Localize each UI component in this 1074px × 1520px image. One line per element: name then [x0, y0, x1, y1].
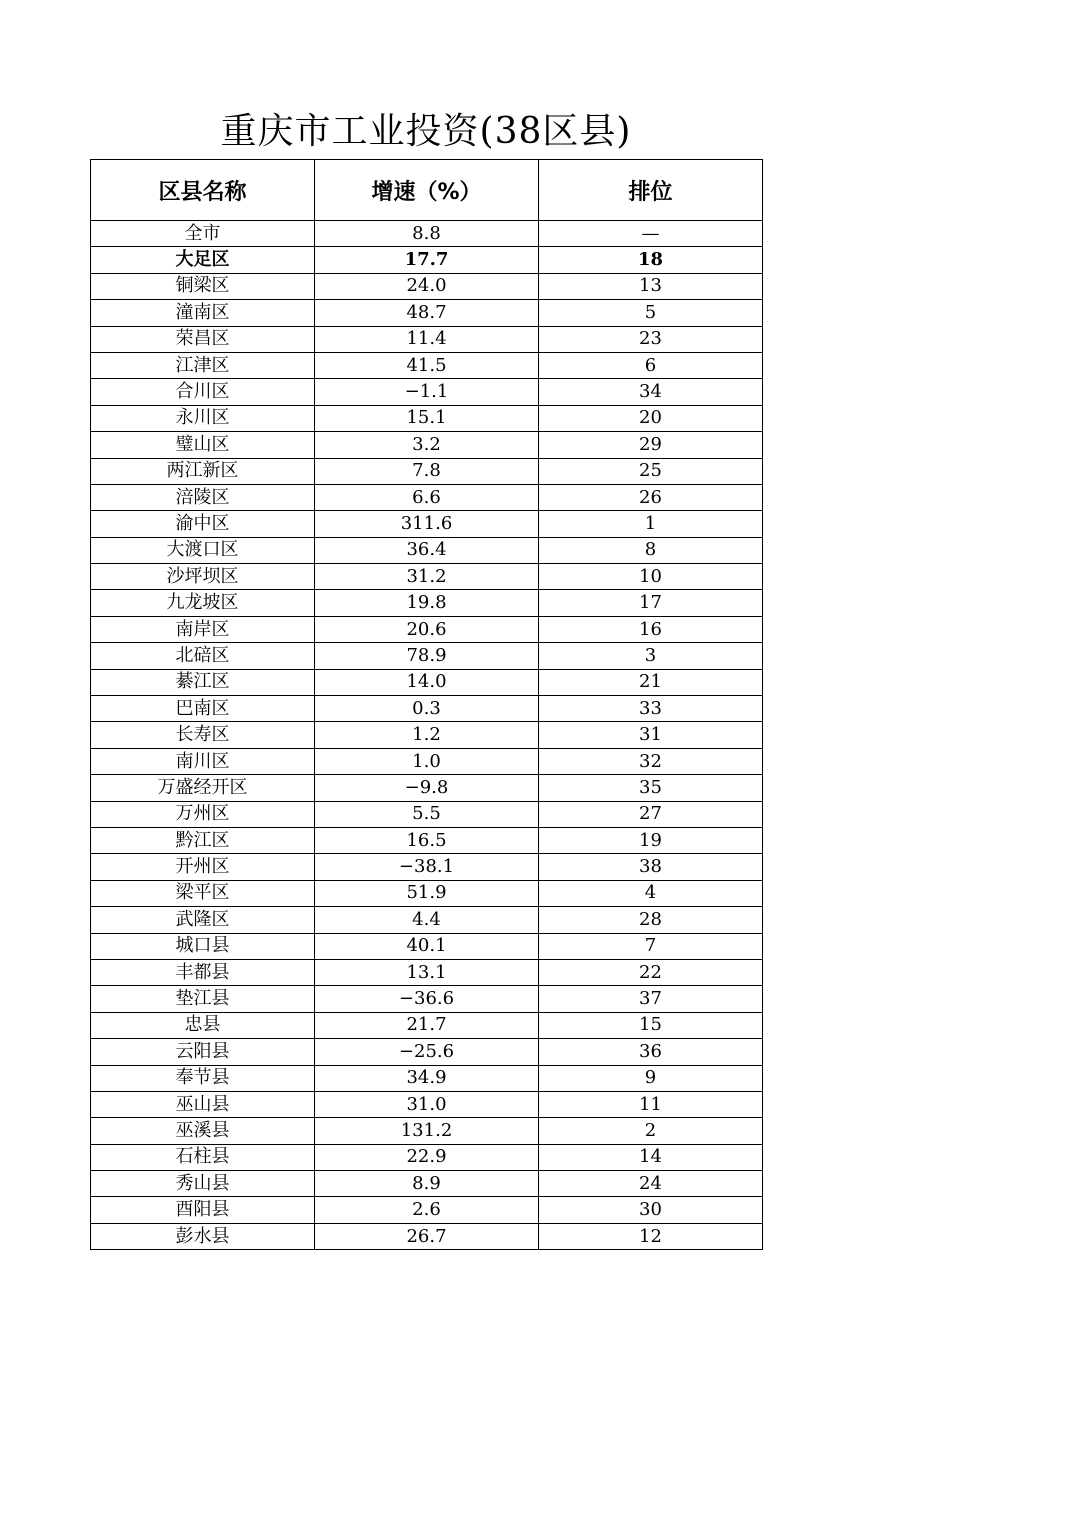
cell-rank: 8: [539, 537, 763, 563]
cell-growth-rate: −38.1: [315, 854, 539, 880]
table-row: [91, 722, 763, 748]
cell-growth-rate: 36.4: [315, 537, 539, 563]
cell-rank: 33: [539, 696, 763, 722]
cell-rank: 19: [539, 827, 763, 853]
cell-district-name: 涪陵区: [91, 484, 315, 510]
cell-district-name: 江津区: [91, 352, 315, 378]
table-row: [91, 1091, 763, 1117]
cell-rank: 24: [539, 1171, 763, 1197]
cell-growth-rate: 17.7: [315, 247, 539, 273]
cell-growth-rate: 13.1: [315, 959, 539, 985]
cell-rank: 37: [539, 986, 763, 1012]
cell-growth-rate: 24.0: [315, 273, 539, 299]
cell-growth-rate: 51.9: [315, 880, 539, 906]
cell-district-name: 大渡口区: [91, 537, 315, 563]
table-row: [91, 933, 763, 959]
cell-rank: 2: [539, 1118, 763, 1144]
cell-growth-rate: 311.6: [315, 511, 539, 537]
table-row: [91, 880, 763, 906]
cell-rank: 34: [539, 379, 763, 405]
cell-district-name: 武隆区: [91, 907, 315, 933]
cell-rank: 20: [539, 405, 763, 431]
cell-rank: 36: [539, 1039, 763, 1065]
cell-growth-rate: 48.7: [315, 300, 539, 326]
data-table: [90, 159, 763, 1250]
cell-rank: 3: [539, 643, 763, 669]
cell-rank: 35: [539, 775, 763, 801]
cell-growth-rate: 1.2: [315, 722, 539, 748]
cell-growth-rate: 20.6: [315, 616, 539, 642]
cell-district-name: 巫溪县: [91, 1118, 315, 1144]
cell-district-name: 九龙坡区: [91, 590, 315, 616]
cell-district-name: 南川区: [91, 748, 315, 774]
cell-district-name: 酉阳县: [91, 1197, 315, 1223]
cell-rank: 31: [539, 722, 763, 748]
table-body: [91, 221, 763, 1250]
cell-growth-rate: 4.4: [315, 907, 539, 933]
table-row: [91, 484, 763, 510]
cell-district-name: 万盛经开区: [91, 775, 315, 801]
cell-district-name: 城口县: [91, 933, 315, 959]
table-row: [91, 1144, 763, 1170]
table-row: [91, 907, 763, 933]
table-row: [91, 616, 763, 642]
cell-district-name: 渝中区: [91, 511, 315, 537]
table-row: [91, 827, 763, 853]
cell-rank: 38: [539, 854, 763, 880]
table-row: [91, 1223, 763, 1249]
cell-district-name: 合川区: [91, 379, 315, 405]
cell-growth-rate: 26.7: [315, 1223, 539, 1249]
cell-growth-rate: 5.5: [315, 801, 539, 827]
cell-district-name: 铜梁区: [91, 273, 315, 299]
header-rank: 排位: [539, 160, 763, 221]
table-row: [91, 405, 763, 431]
cell-rank: 12: [539, 1223, 763, 1249]
cell-rank: 11: [539, 1091, 763, 1117]
table-row: [91, 564, 763, 590]
cell-growth-rate: 8.9: [315, 1171, 539, 1197]
cell-rank: 18: [539, 247, 763, 273]
cell-rank: 4: [539, 880, 763, 906]
cell-district-name: 石柱县: [91, 1144, 315, 1170]
cell-growth-rate: 0.3: [315, 696, 539, 722]
cell-district-name: 梁平区: [91, 880, 315, 906]
cell-rank: 13: [539, 273, 763, 299]
table-header-row: [91, 160, 763, 221]
cell-rank: 30: [539, 1197, 763, 1223]
table-row: [91, 1065, 763, 1091]
table-row: [91, 696, 763, 722]
cell-growth-rate: 3.2: [315, 432, 539, 458]
cell-district-name: 沙坪坝区: [91, 564, 315, 590]
table-row: [91, 1012, 763, 1038]
cell-district-name: 巫山县: [91, 1091, 315, 1117]
table-row: [91, 352, 763, 378]
cell-district-name: 巴南区: [91, 696, 315, 722]
table-row: [91, 748, 763, 774]
cell-growth-rate: 1.0: [315, 748, 539, 774]
cell-rank: —: [539, 221, 763, 247]
cell-rank: 16: [539, 616, 763, 642]
cell-district-name: 南岸区: [91, 616, 315, 642]
table-row: [91, 273, 763, 299]
page-title: 重庆市工业投资(38区县): [220, 111, 632, 152]
cell-district-name: 云阳县: [91, 1039, 315, 1065]
cell-growth-rate: 14.0: [315, 669, 539, 695]
table-row: [91, 458, 763, 484]
cell-district-name: 黔江区: [91, 827, 315, 853]
cell-growth-rate: 78.9: [315, 643, 539, 669]
table-row: [91, 247, 763, 273]
table-row: [91, 854, 763, 880]
cell-district-name: 永川区: [91, 405, 315, 431]
cell-growth-rate: 34.9: [315, 1065, 539, 1091]
cell-district-name: 长寿区: [91, 722, 315, 748]
cell-growth-rate: 19.8: [315, 590, 539, 616]
table-row: [91, 643, 763, 669]
cell-growth-rate: 6.6: [315, 484, 539, 510]
table-row: [91, 590, 763, 616]
cell-rank: 5: [539, 300, 763, 326]
table-row: [91, 326, 763, 352]
cell-district-name: 璧山区: [91, 432, 315, 458]
table-row: [91, 379, 763, 405]
cell-rank: 14: [539, 1144, 763, 1170]
cell-rank: 7: [539, 933, 763, 959]
cell-district-name: 忠县: [91, 1012, 315, 1038]
cell-district-name: 万州区: [91, 801, 315, 827]
cell-rank: 27: [539, 801, 763, 827]
cell-growth-rate: −1.1: [315, 379, 539, 405]
table-row: [91, 221, 763, 247]
cell-growth-rate: 40.1: [315, 933, 539, 959]
cell-rank: 25: [539, 458, 763, 484]
cell-rank: 32: [539, 748, 763, 774]
cell-rank: 22: [539, 959, 763, 985]
cell-rank: 9: [539, 1065, 763, 1091]
cell-rank: 29: [539, 432, 763, 458]
cell-district-name: 秀山县: [91, 1171, 315, 1197]
cell-rank: 17: [539, 590, 763, 616]
cell-rank: 10: [539, 564, 763, 590]
cell-rank: 26: [539, 484, 763, 510]
cell-district-name: 大足区: [91, 247, 315, 273]
cell-growth-rate: 15.1: [315, 405, 539, 431]
table-row: [91, 1197, 763, 1223]
cell-growth-rate: 11.4: [315, 326, 539, 352]
cell-rank: 28: [539, 907, 763, 933]
cell-district-name: 北碚区: [91, 643, 315, 669]
table-row: [91, 669, 763, 695]
cell-growth-rate: 2.6: [315, 1197, 539, 1223]
cell-growth-rate: 8.8: [315, 221, 539, 247]
cell-district-name: 全市: [91, 221, 315, 247]
table-row: [91, 511, 763, 537]
cell-growth-rate: 7.8: [315, 458, 539, 484]
cell-growth-rate: 16.5: [315, 827, 539, 853]
cell-district-name: 丰都县: [91, 959, 315, 985]
table-row: [91, 537, 763, 563]
cell-rank: 15: [539, 1012, 763, 1038]
cell-growth-rate: 41.5: [315, 352, 539, 378]
cell-growth-rate: −25.6: [315, 1039, 539, 1065]
cell-growth-rate: 21.7: [315, 1012, 539, 1038]
cell-growth-rate: −9.8: [315, 775, 539, 801]
cell-district-name: 潼南区: [91, 300, 315, 326]
cell-district-name: 綦江区: [91, 669, 315, 695]
table-row: [91, 1118, 763, 1144]
cell-rank: 23: [539, 326, 763, 352]
cell-growth-rate: 31.0: [315, 1091, 539, 1117]
header-district-name: 区县名称: [91, 160, 315, 221]
table-row: [91, 300, 763, 326]
cell-district-name: 奉节县: [91, 1065, 315, 1091]
cell-growth-rate: −36.6: [315, 986, 539, 1012]
table-row: [91, 959, 763, 985]
cell-growth-rate: 31.2: [315, 564, 539, 590]
cell-district-name: 垫江县: [91, 986, 315, 1012]
cell-district-name: 荣昌区: [91, 326, 315, 352]
cell-growth-rate: 22.9: [315, 1144, 539, 1170]
table-row: [91, 1039, 763, 1065]
table-row: [91, 986, 763, 1012]
cell-rank: 1: [539, 511, 763, 537]
cell-rank: 21: [539, 669, 763, 695]
table-row: [91, 1171, 763, 1197]
cell-growth-rate: 131.2: [315, 1118, 539, 1144]
cell-district-name: 两江新区: [91, 458, 315, 484]
table-row: [91, 775, 763, 801]
cell-district-name: 彭水县: [91, 1223, 315, 1249]
cell-district-name: 开州区: [91, 854, 315, 880]
header-growth-rate: 增速（%）: [315, 160, 539, 221]
table-row: [91, 432, 763, 458]
cell-rank: 6: [539, 352, 763, 378]
table-row: [91, 801, 763, 827]
